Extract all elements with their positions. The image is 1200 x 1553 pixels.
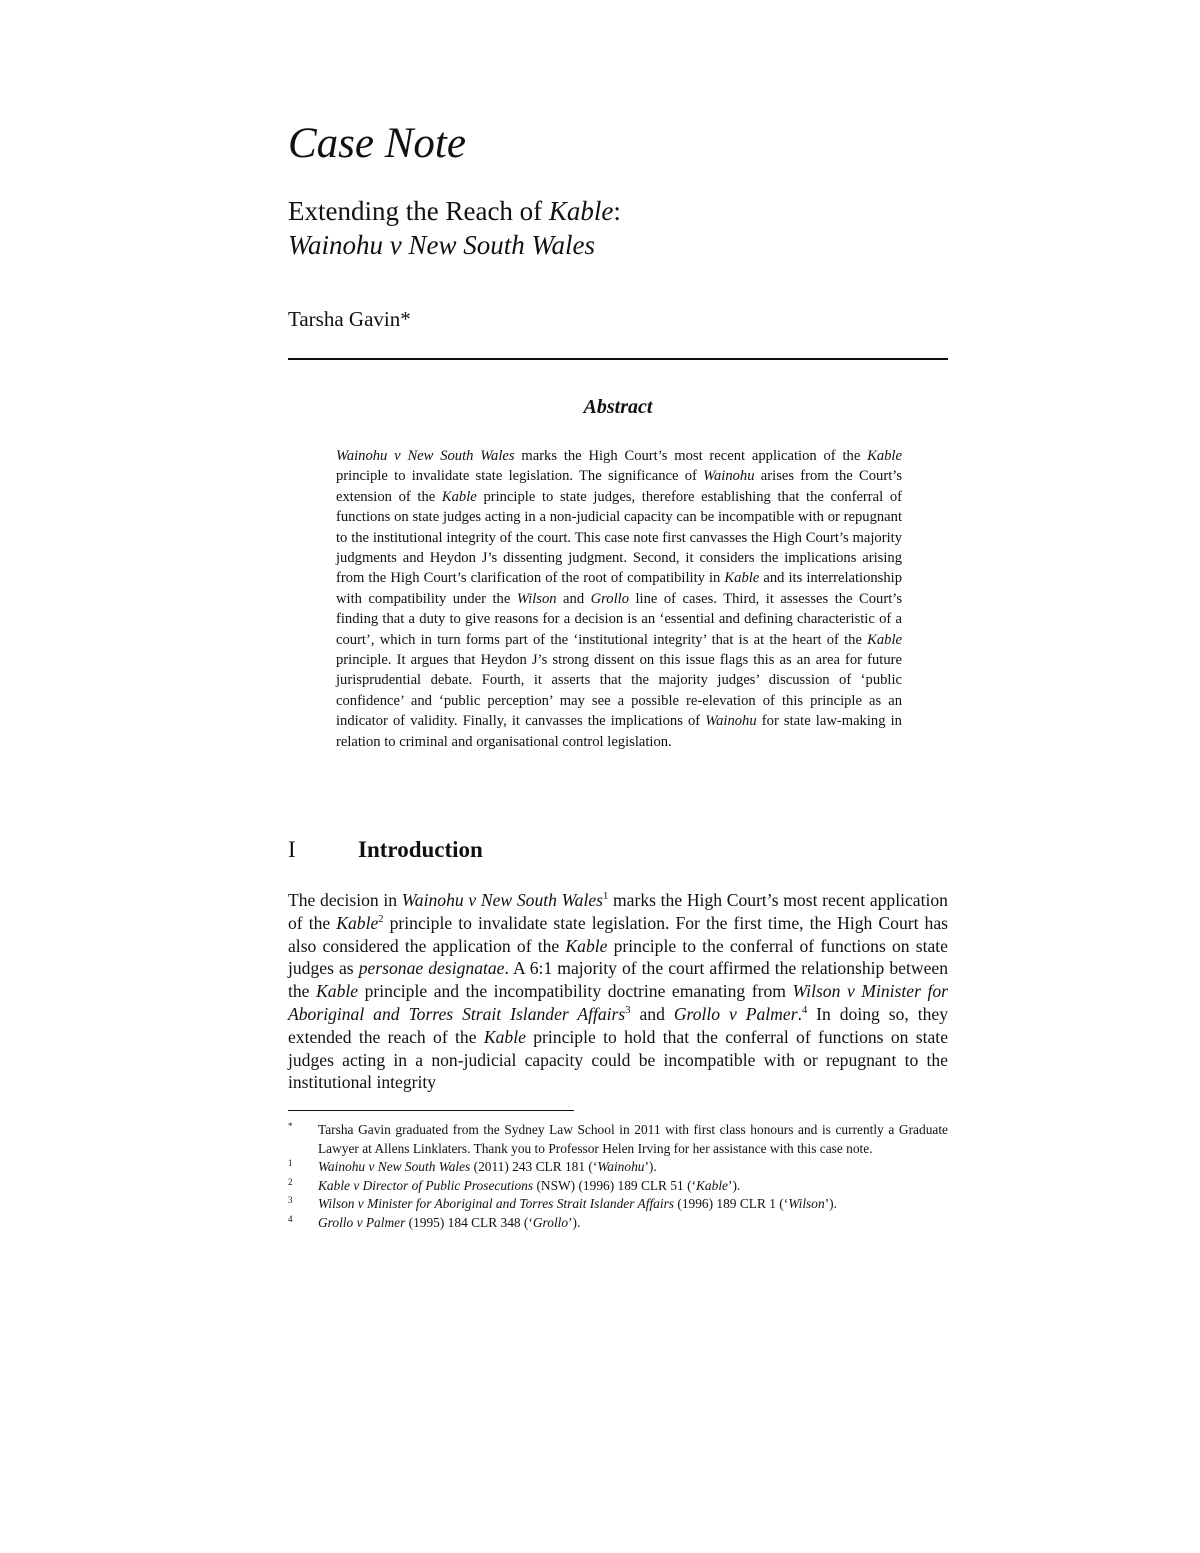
text-run: (2011) 243 CLR 181 (‘ <box>470 1159 598 1175</box>
text-run: principle to the conferral of functions on state judges as <box>288 935 948 979</box>
text-run: principle to state judges, therefore establishing that the conferral of functions on state judges acting in a non-judicial capacity can be incompatible with or repugnant to the institutional integrity of the court. This case note first canvasses the High Court’s majority judgments and Heydon J’s dissenting judgment. Second, it considers the implications arising from the High Court’s clarification of the root of compatibility in <box>336 488 902 587</box>
text-run: . <box>797 1003 802 1024</box>
text-run: ’). <box>824 1196 837 1212</box>
page-heading: Case Note <box>288 120 466 167</box>
abstract-title: Abstract <box>583 396 653 418</box>
italic-text: Kable <box>483 1026 526 1047</box>
footnote-mark: 2 <box>288 1176 293 1187</box>
italic-text: Wainohu v New South Wales <box>318 1159 471 1175</box>
section-title: Introduction <box>358 837 483 862</box>
text-run: The decision in <box>288 890 402 910</box>
text-run: (1996) 189 CLR 1 (‘ <box>674 1196 789 1212</box>
text-run: principle to invalidate state legislation. The significance of <box>336 468 704 485</box>
italic-text: Wainohu <box>703 468 755 485</box>
italic-text: Wilson v Minister for Aboriginal and Torres Strait Islander Affairs <box>288 981 948 1024</box>
italic-text: Wainohu <box>705 713 757 730</box>
footnote-ref: 2 <box>378 913 384 925</box>
footnote-divider <box>288 1110 574 1111</box>
footnote-mark: * <box>288 1121 293 1131</box>
footnote-1 <box>288 1158 948 1177</box>
author-footnote-mark: * <box>400 307 411 331</box>
italic-text: Grollo <box>590 590 629 607</box>
italic-text: Kable <box>867 631 902 648</box>
text-run: and <box>630 1003 674 1024</box>
footnotes <box>288 1121 948 1233</box>
italic-text: Grollo v Palmer <box>673 1003 798 1024</box>
intro-paragraph <box>288 889 948 1094</box>
footnote-text <box>318 1196 837 1211</box>
text-run: principle. It argues that Heydon J’s strong dissent on this issue flags this as an area for future jurisprudential debate. Fourth, it asserts that the majority judges’ discussion of ‘public confidence’ and ‘public perception’ may see a possible re-elevation of this principle as an indicator of validity. Finally, it canvasses the implications of <box>336 652 902 730</box>
section-heading <box>288 835 483 865</box>
footnote-mark: 3 <box>288 1195 293 1206</box>
italic-text: Grollo <box>532 1214 569 1230</box>
italic-text: Kable <box>724 570 760 587</box>
italic-text: Kable <box>696 1177 728 1193</box>
footnote-mark: 4 <box>288 1213 293 1224</box>
footnote-ref: 4 <box>801 1005 808 1017</box>
text-run: marks the High Court’s most recent application of the <box>514 448 868 464</box>
text-run: principle to hold that the conferral of functions on state judges acting in a non-judicial capacity could be incompatible with or repugnant to the institutional integrity <box>288 1026 948 1093</box>
footnote-text <box>318 1215 580 1230</box>
italic-text: Wainohu <box>597 1159 645 1175</box>
article-title-line-2: Wainohu v New South Wales <box>288 230 596 260</box>
text-run: ’). <box>728 1177 741 1193</box>
text-run: line of cases. Third, it assesses the Court’s finding that a duty to give reasons for a decision is an ‘essential and defining characteristic of a court’, which in turn forms part of the ‘institutional integrity’ that is at the heart of the <box>336 590 902 648</box>
footnote-text <box>318 1122 948 1156</box>
footnote-ref: 3 <box>625 1005 631 1017</box>
footnote-ref: 1 <box>603 891 609 903</box>
italic-text: Kable <box>316 981 359 1002</box>
footnote-mark: 1 <box>288 1158 293 1169</box>
text-run: ’). <box>568 1214 581 1230</box>
article-title-line-1 <box>288 194 621 228</box>
italic-text: Kable <box>336 912 379 933</box>
text-run: (1995) 184 CLR 348 (‘ <box>405 1214 533 1230</box>
text-run: In doing so, they extended the reach of the <box>288 1003 949 1047</box>
italic-text: Wilson v Minister for Aboriginal and Torres Strait Islander Affairs <box>318 1196 675 1212</box>
footnote-text <box>318 1159 657 1174</box>
italic-text: Wilson <box>516 590 557 607</box>
author-name: Tarsha Gavin <box>288 307 401 331</box>
abstract-text <box>336 446 902 752</box>
text-run: (NSW) (1996) 189 CLR 51 (‘ <box>533 1177 696 1193</box>
text-run: Tarsha Gavin graduated from the Sydney Law School in 2011 with first class honours and is currently a Graduate Lawyer at Allens Linklaters. Thank you to Professor Helen Irving for her assistance with this case note. <box>318 1122 948 1156</box>
text-run: for state law-making in relation to criminal and organisational control legislation. <box>336 713 902 750</box>
text-run: and <box>556 590 591 607</box>
text-run: principle and the incompatibility doctrine emanating from <box>358 981 793 1002</box>
footnote-2 <box>288 1177 948 1196</box>
footnote-4 <box>288 1214 948 1233</box>
text-run: . A 6:1 majority of the court affirmed the relationship between the <box>288 958 948 1002</box>
article-title <box>288 194 621 262</box>
title-suffix: : <box>613 196 621 226</box>
text-run: arises from the Court’s extension of the <box>336 468 902 505</box>
text-run: and its interrelationship with compatibility under the <box>336 570 903 607</box>
italic-text: personae designatae <box>358 958 505 979</box>
section-number: I <box>288 837 296 862</box>
italic-text: Grollo v Palmer <box>318 1214 406 1230</box>
footnote-3 <box>288 1195 948 1214</box>
title-italic-case: Kable <box>548 196 614 226</box>
text-run: ’). <box>644 1159 657 1175</box>
text-run: principle to invalidate state legislation. For the first time, the High Court has also considered the application of the <box>288 912 948 956</box>
footnote-author <box>288 1121 948 1158</box>
header-divider <box>288 358 948 360</box>
text-run: marks the High Court’s most recent application of the <box>288 890 948 933</box>
italic-text: Kable <box>441 488 477 505</box>
italic-text: Kable <box>565 935 608 956</box>
italic-text: Wilson <box>788 1196 825 1212</box>
title-prefix: Extending the Reach of <box>288 196 549 226</box>
italic-text: Kable v Director of Public Prosecutions <box>318 1177 534 1193</box>
author-line <box>288 304 411 334</box>
footnote-text <box>318 1178 740 1193</box>
italic-text: Wainohu v New South Wales <box>336 448 515 464</box>
italic-text: Kable <box>867 448 902 464</box>
italic-text: Wainohu v New South Wales <box>401 890 603 910</box>
